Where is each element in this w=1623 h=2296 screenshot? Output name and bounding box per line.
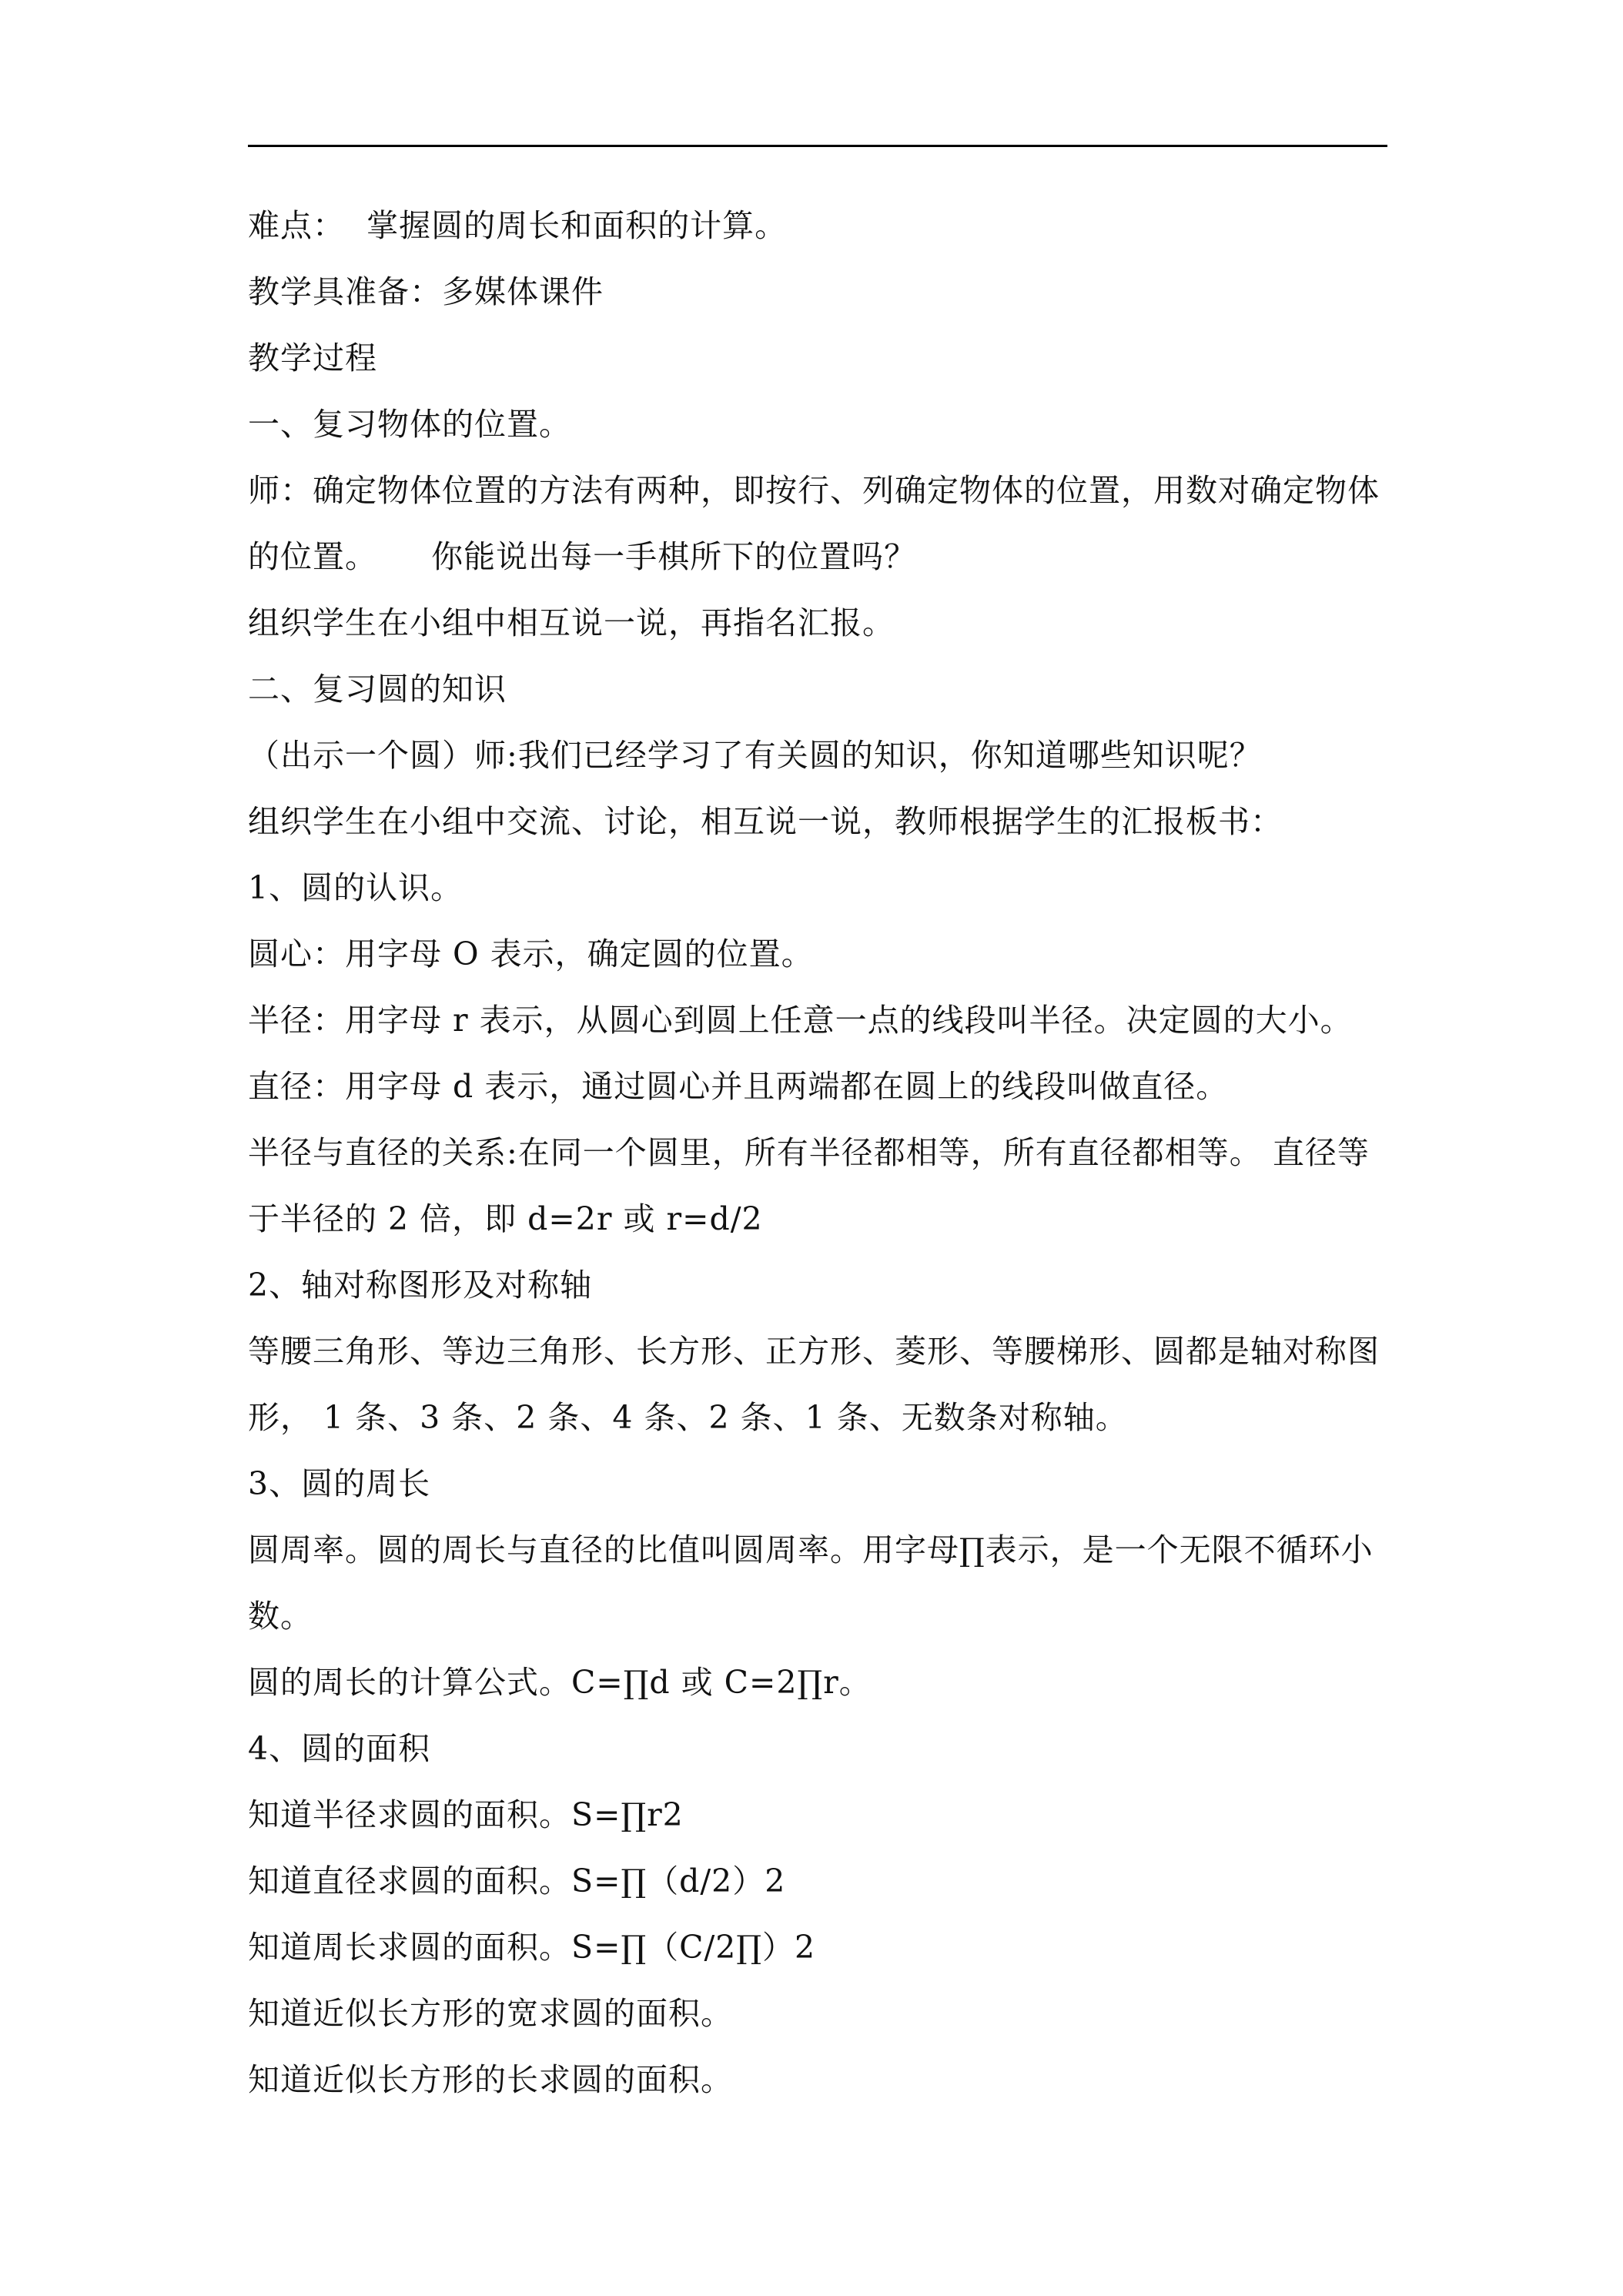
subheading: 2、轴对称图形及对称轴 [248,1267,593,1304]
difficulty-line: 难点： 掌握圆的周长和面积的计算。 [248,207,788,244]
body-paragraph: 知道近似长方形的宽求圆的面积。 [248,1995,733,2032]
body-paragraph: 组织学生在小组中交流、讨论，相互说一说，教师根据学生的汇报板书： [248,803,1283,840]
formula-line: 知道直径求圆的面积。S=∏（d/2）2 [248,1863,786,1899]
document-body [248,192,1395,2113]
body-paragraph: （出示一个圆）师:我们已经学习了有关圆的知识，你知道哪些知识呢？ [248,737,1262,774]
body-paragraph: 知道近似长方形的长求圆的面积。 [248,2061,733,2098]
subheading: 1、圆的认识。 [248,869,463,906]
subheading: 4、圆的面积 [248,1730,431,1767]
formula-line: 知道周长求圆的面积。S=∏（C/2∏）2 [248,1929,816,1966]
body-paragraph: 圆心：用字母 O 表示，确定圆的位置。 [248,935,814,972]
body-paragraph: 组织学生在小组中相互说一说，再指名汇报。 [248,604,895,641]
subheading: 3、圆的周长 [248,1465,431,1502]
materials-line: 教学具准备：多媒体课件 [248,273,604,310]
body-paragraph: 等腰三角形、等边三角形、长方形、正方形、菱形、等腰梯形、圆都是轴对称图形， 1 条、3 条、2 条、4 条、2 条、1 条、无数条对称轴。 [248,1333,1380,1436]
body-paragraph: 半径：用字母 r 表示，从圆心到圆上任意一点的线段叫半径。决定圆的大小。 [248,1002,1353,1039]
formula-line: 知道半径求圆的面积。S=∏r2 [248,1796,684,1833]
body-paragraph: 圆的周长的计算公式。C=∏d 或 C=2∏r。 [248,1664,872,1701]
body-paragraph: 半径与直径的关系:在同一个圆里，所有半径都相等，所有直径都相等。 直径等于半径的 2 倍，即 d=2r 或 r=d/2 [248,1134,1370,1237]
header-rule [248,145,1387,147]
process-heading: 教学过程 [248,340,377,377]
body-paragraph: 师：确定物体位置的方法有两种，即按行、列确定物体的位置，用数对确定物体的位置。 你能说出每一手棋所下的位置吗？ [248,472,1380,575]
body-paragraph: 圆周率。圆的周长与直径的比值叫圆周率。用字母∏表示，是一个无限不循环小数。 [248,1531,1374,1635]
section-heading-2: 二、复习圆的知识 [248,671,507,708]
section-heading-1: 一、复习物体的位置。 [248,406,571,443]
body-paragraph: 直径：用字母 d 表示，通过圆心并且两端都在圆上的线段叫做直径。 [248,1068,1229,1105]
